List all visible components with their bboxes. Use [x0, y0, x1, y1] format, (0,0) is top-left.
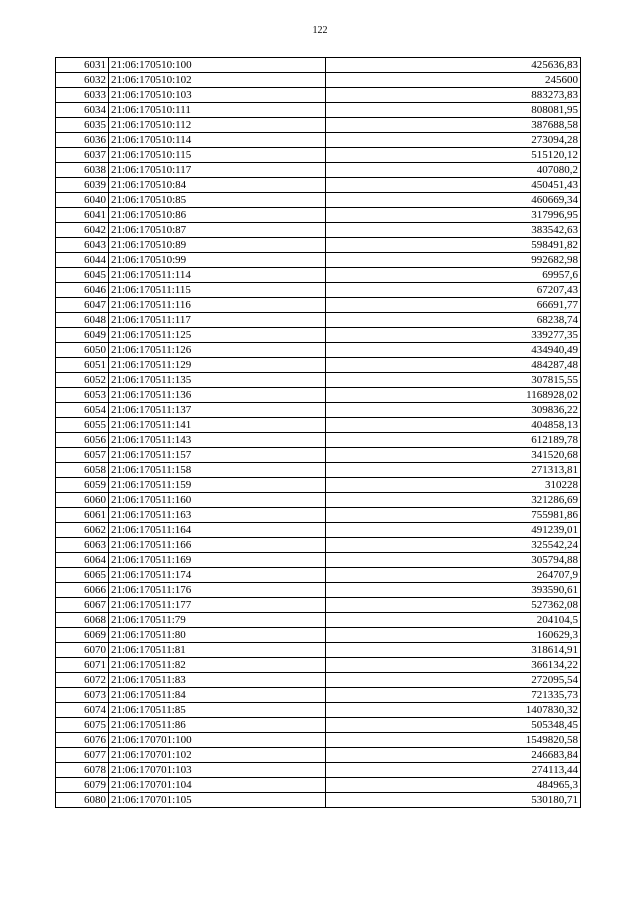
row-number-cell: 6034: [56, 103, 109, 118]
table-row: [56, 733, 581, 748]
row-number-cell: 6041: [56, 208, 109, 223]
cadastral-number-cell: 21:06:170511:83: [109, 673, 326, 688]
row-number-cell: 6031: [56, 58, 109, 73]
row-number-cell: 6032: [56, 73, 109, 88]
value-cell: 505348,45: [326, 718, 581, 733]
row-number-cell: 6065: [56, 568, 109, 583]
cadastral-number-cell: 21:06:170511:116: [109, 298, 326, 313]
value-cell: 272095,54: [326, 673, 581, 688]
table-row: [56, 298, 581, 313]
table-row: [56, 373, 581, 388]
cadastral-number-cell: 21:06:170511:163: [109, 508, 326, 523]
table-row: [56, 793, 581, 808]
cadastral-number-cell: 21:06:170511:136: [109, 388, 326, 403]
cadastral-number-cell: 21:06:170701:104: [109, 778, 326, 793]
table-row: [56, 643, 581, 658]
row-number-cell: 6079: [56, 778, 109, 793]
row-number-cell: 6074: [56, 703, 109, 718]
cadastral-number-cell: 21:06:170510:89: [109, 238, 326, 253]
cadastral-number-cell: 21:06:170511:141: [109, 418, 326, 433]
row-number-cell: 6063: [56, 538, 109, 553]
value-cell: 425636,83: [326, 58, 581, 73]
row-number-cell: 6073: [56, 688, 109, 703]
value-cell: 530180,71: [326, 793, 581, 808]
cadastral-number-cell: 21:06:170511:81: [109, 643, 326, 658]
value-cell: 310228: [326, 478, 581, 493]
value-cell: 264707,9: [326, 568, 581, 583]
row-number-cell: 6039: [56, 178, 109, 193]
value-cell: 721335,73: [326, 688, 581, 703]
cadastral-number-cell: 21:06:170511:135: [109, 373, 326, 388]
table-row: [56, 508, 581, 523]
value-cell: 387688,58: [326, 118, 581, 133]
value-cell: 321286,69: [326, 493, 581, 508]
cadastral-number-cell: 21:06:170511:166: [109, 538, 326, 553]
value-cell: 67207,43: [326, 283, 581, 298]
row-number-cell: 6071: [56, 658, 109, 673]
table-row: [56, 703, 581, 718]
table-row: [56, 778, 581, 793]
value-cell: 484287,48: [326, 358, 581, 373]
row-number-cell: 6068: [56, 613, 109, 628]
row-number-cell: 6052: [56, 373, 109, 388]
cadastral-number-cell: 21:06:170510:103: [109, 88, 326, 103]
table-row: [56, 73, 581, 88]
cadastral-number-cell: 21:06:170510:84: [109, 178, 326, 193]
row-number-cell: 6069: [56, 628, 109, 643]
table-row: [56, 103, 581, 118]
table-row: [56, 238, 581, 253]
value-cell: 434940,49: [326, 343, 581, 358]
value-cell: 305794,88: [326, 553, 581, 568]
value-cell: 992682,98: [326, 253, 581, 268]
cadastral-number-cell: 21:06:170511:80: [109, 628, 326, 643]
table-row: [56, 523, 581, 538]
value-cell: 271313,81: [326, 463, 581, 478]
cadastral-number-cell: 21:06:170511:114: [109, 268, 326, 283]
cadastral-number-cell: 21:06:170511:129: [109, 358, 326, 373]
table-row: [56, 583, 581, 598]
table-row: [56, 388, 581, 403]
table-row: [56, 223, 581, 238]
value-cell: 484965,3: [326, 778, 581, 793]
table-row: [56, 253, 581, 268]
row-number-cell: 6076: [56, 733, 109, 748]
cadastral-number-cell: 21:06:170511:177: [109, 598, 326, 613]
row-number-cell: 6054: [56, 403, 109, 418]
cadastral-number-cell: 21:06:170511:137: [109, 403, 326, 418]
table-row: [56, 148, 581, 163]
value-cell: 341520,68: [326, 448, 581, 463]
cadastral-number-cell: 21:06:170511:125: [109, 328, 326, 343]
row-number-cell: 6057: [56, 448, 109, 463]
value-cell: 598491,82: [326, 238, 581, 253]
value-cell: 339277,35: [326, 328, 581, 343]
cadastral-number-cell: 21:06:170511:174: [109, 568, 326, 583]
table-row: [56, 178, 581, 193]
value-cell: 307815,55: [326, 373, 581, 388]
row-number-cell: 6045: [56, 268, 109, 283]
row-number-cell: 6061: [56, 508, 109, 523]
row-number-cell: 6038: [56, 163, 109, 178]
value-cell: 160629,3: [326, 628, 581, 643]
cadastral-number-cell: 21:06:170701:102: [109, 748, 326, 763]
cadastral-number-cell: 21:06:170511:158: [109, 463, 326, 478]
cadastral-number-cell: 21:06:170511:160: [109, 493, 326, 508]
table-row: [56, 748, 581, 763]
value-cell: 383542,63: [326, 223, 581, 238]
table-row: [56, 463, 581, 478]
table-row: [56, 568, 581, 583]
cadastral-number-cell: 21:06:170510:115: [109, 148, 326, 163]
table-row: [56, 208, 581, 223]
cadastral-number-cell: 21:06:170511:169: [109, 553, 326, 568]
table-row: [56, 163, 581, 178]
cadastral-number-cell: 21:06:170511:143: [109, 433, 326, 448]
cadastral-number-cell: 21:06:170510:85: [109, 193, 326, 208]
table-row: [56, 343, 581, 358]
value-cell: 66691,77: [326, 298, 581, 313]
table-row: [56, 613, 581, 628]
value-cell: 1407830,32: [326, 703, 581, 718]
cadastral-number-cell: 21:06:170701:105: [109, 793, 326, 808]
table-row: [56, 433, 581, 448]
value-cell: 325542,24: [326, 538, 581, 553]
table-row: [56, 688, 581, 703]
row-number-cell: 6042: [56, 223, 109, 238]
value-cell: 491239,01: [326, 523, 581, 538]
cadastral-number-cell: 21:06:170511:85: [109, 703, 326, 718]
value-cell: 393590,61: [326, 583, 581, 598]
row-number-cell: 6047: [56, 298, 109, 313]
row-number-cell: 6056: [56, 433, 109, 448]
value-cell: 245600: [326, 73, 581, 88]
table-row: [56, 628, 581, 643]
row-number-cell: 6059: [56, 478, 109, 493]
cadastral-number-cell: 21:06:170511:126: [109, 343, 326, 358]
value-cell: 366134,22: [326, 658, 581, 673]
row-number-cell: 6060: [56, 493, 109, 508]
value-cell: 527362,08: [326, 598, 581, 613]
row-number-cell: 6053: [56, 388, 109, 403]
table-row: [56, 403, 581, 418]
value-cell: 274113,44: [326, 763, 581, 778]
table-row: [56, 88, 581, 103]
table-row: [56, 538, 581, 553]
value-cell: 69957,6: [326, 268, 581, 283]
row-number-cell: 6064: [56, 553, 109, 568]
cadastral-number-cell: 21:06:170510:111: [109, 103, 326, 118]
table-row: [56, 313, 581, 328]
row-number-cell: 6075: [56, 718, 109, 733]
cadastral-number-cell: 21:06:170510:87: [109, 223, 326, 238]
table-row: [56, 268, 581, 283]
row-number-cell: 6080: [56, 793, 109, 808]
value-cell: 460669,34: [326, 193, 581, 208]
row-number-cell: 6040: [56, 193, 109, 208]
cadastral-number-cell: 21:06:170510:102: [109, 73, 326, 88]
cadastral-number-cell: 21:06:170511:86: [109, 718, 326, 733]
cadastral-number-cell: 21:06:170510:117: [109, 163, 326, 178]
cadastral-number-cell: 21:06:170510:112: [109, 118, 326, 133]
value-cell: 273094,28: [326, 133, 581, 148]
value-cell: 317996,95: [326, 208, 581, 223]
row-number-cell: 6058: [56, 463, 109, 478]
table-row: [56, 673, 581, 688]
row-number-cell: 6066: [56, 583, 109, 598]
table-row: [56, 553, 581, 568]
value-cell: 515120,12: [326, 148, 581, 163]
value-cell: 68238,74: [326, 313, 581, 328]
table-row: [56, 493, 581, 508]
table-row: [56, 448, 581, 463]
cadastral-number-cell: 21:06:170511:159: [109, 478, 326, 493]
row-number-cell: 6035: [56, 118, 109, 133]
table-row: [56, 763, 581, 778]
table-row: [56, 598, 581, 613]
table-row: [56, 283, 581, 298]
cadastral-number-cell: 21:06:170511:164: [109, 523, 326, 538]
cadastral-number-cell: 21:06:170701:100: [109, 733, 326, 748]
value-cell: 612189,78: [326, 433, 581, 448]
cadastral-number-cell: 21:06:170510:99: [109, 253, 326, 268]
row-number-cell: 6067: [56, 598, 109, 613]
row-number-cell: 6049: [56, 328, 109, 343]
table-row: [56, 118, 581, 133]
cadastral-number-cell: 21:06:170701:103: [109, 763, 326, 778]
value-cell: 407080,2: [326, 163, 581, 178]
value-cell: 450451,43: [326, 178, 581, 193]
row-number-cell: 6033: [56, 88, 109, 103]
value-cell: 755981,86: [326, 508, 581, 523]
value-cell: 1168928,02: [326, 388, 581, 403]
table-row: [56, 328, 581, 343]
cadastral-number-cell: 21:06:170511:117: [109, 313, 326, 328]
row-number-cell: 6062: [56, 523, 109, 538]
value-cell: 309836,22: [326, 403, 581, 418]
row-number-cell: 6044: [56, 253, 109, 268]
value-cell: 883273,83: [326, 88, 581, 103]
data-table: [55, 57, 581, 808]
table-row: [56, 58, 581, 73]
row-number-cell: 6078: [56, 763, 109, 778]
table-body: [56, 58, 581, 808]
value-cell: 1549820,58: [326, 733, 581, 748]
cadastral-number-cell: 21:06:170511:82: [109, 658, 326, 673]
cadastral-number-cell: 21:06:170510:86: [109, 208, 326, 223]
row-number-cell: 6077: [56, 748, 109, 763]
cadastral-number-cell: 21:06:170511:157: [109, 448, 326, 463]
cadastral-number-cell: 21:06:170511:176: [109, 583, 326, 598]
cadastral-number-cell: 21:06:170510:114: [109, 133, 326, 148]
cadastral-number-cell: 21:06:170511:115: [109, 283, 326, 298]
value-cell: 204104,5: [326, 613, 581, 628]
row-number-cell: 6055: [56, 418, 109, 433]
table-row: [56, 193, 581, 208]
table-row: [56, 658, 581, 673]
row-number-cell: 6050: [56, 343, 109, 358]
row-number-cell: 6046: [56, 283, 109, 298]
row-number-cell: 6043: [56, 238, 109, 253]
row-number-cell: 6072: [56, 673, 109, 688]
cadastral-number-cell: 21:06:170511:84: [109, 688, 326, 703]
row-number-cell: 6051: [56, 358, 109, 373]
value-cell: 246683,84: [326, 748, 581, 763]
value-cell: 318614,91: [326, 643, 581, 658]
table-row: [56, 718, 581, 733]
table-row: [56, 478, 581, 493]
page-number: 122: [312, 25, 328, 36]
table-row: [56, 418, 581, 433]
row-number-cell: 6037: [56, 148, 109, 163]
table-row: [56, 358, 581, 373]
value-cell: 808081,95: [326, 103, 581, 118]
cadastral-number-cell: 21:06:170510:100: [109, 58, 326, 73]
row-number-cell: 6048: [56, 313, 109, 328]
row-number-cell: 6070: [56, 643, 109, 658]
row-number-cell: 6036: [56, 133, 109, 148]
table-row: [56, 133, 581, 148]
value-cell: 404858,13: [326, 418, 581, 433]
cadastral-number-cell: 21:06:170511:79: [109, 613, 326, 628]
